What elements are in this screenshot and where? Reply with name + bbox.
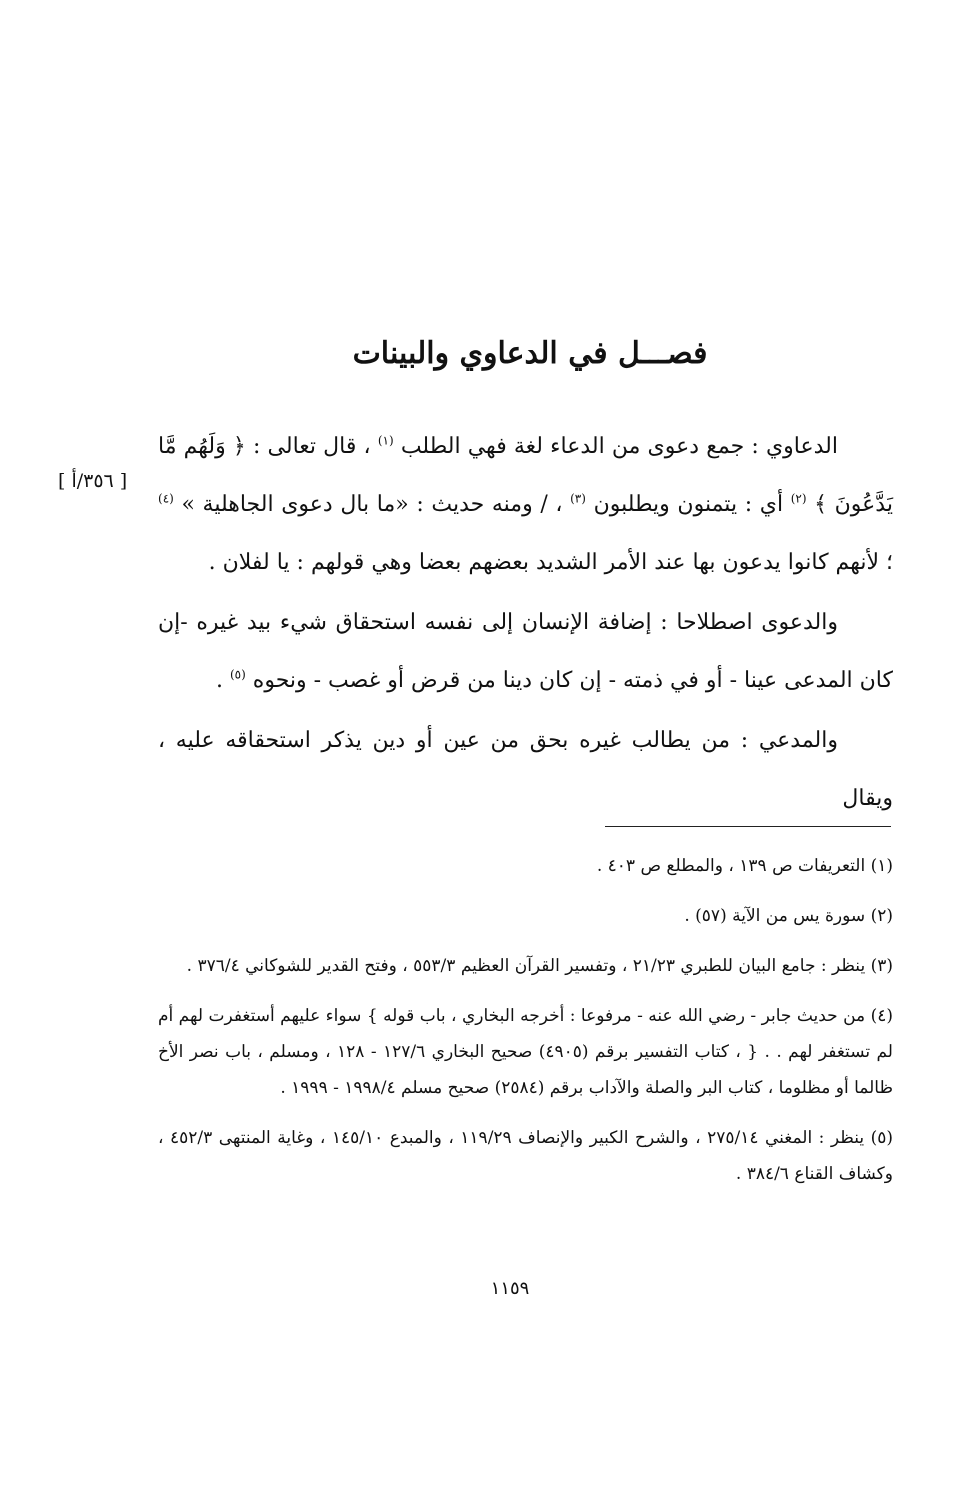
paragraph-text: ، قال تعالى : ﴿ وَلَهُم مَّا يَدَّعُونَ ﴾ [158, 434, 893, 517]
paragraph-text: والمدعي : من يطالب غيره بحق من عين أو دين يذكر استحقاقه عليه ، ويقال [158, 728, 893, 811]
footnote-marker-4: (٤) [158, 491, 174, 506]
footnote-marker-5: (٥) [229, 667, 246, 682]
page-number: ١١٥٩ [490, 1278, 530, 1299]
paragraph-text: الدعاوي : جمع دعوى من الدعاء لغة فهي الطلب [400, 434, 838, 459]
footnote-5: (٥) ينظر : المغني ٢٧٥/١٤ ، والشرح الكبير والإنصاف ١١٩/٢٩ ، والمبدع ١٤٥/١٠ ، وغاية المنتهى ٤٥٢/٣ ، وكشاف القناع ٣٨٤/٦ . [158, 1128, 893, 1184]
footnote-3: (٣) ينظر : جامع البيان للطبري ٢١/٢٣ ، وتفسير القرآن العظيم ٥٥٣/٣ ، وفتح القدير للشوكاني ٣٧٦/٤ . [186, 956, 893, 976]
paragraph-mudda-i [158, 712, 893, 828]
main-text [158, 418, 893, 828]
paragraph-text: ، / ومنه حديث : «ما بال دعوى الجاهلية » [181, 492, 563, 517]
page-title: فصـــل في الدعاوي والبينات [352, 336, 708, 371]
footnote-marker-1: (١) [377, 433, 394, 448]
paragraph-text: ؛ لأنهم كانوا يدعون بها عند الأمر الشديد بعضهم بعضا وهي قولهم : يا لفلان . [208, 550, 893, 575]
paragraph-text: أي : يتمنون ويطلبون [593, 492, 784, 517]
footnote-marker-2: (٢) [790, 491, 807, 506]
manuscript-folio-reference: [ ٣٥٦/أ ] [58, 470, 128, 492]
paragraph-text: والدعوى اصطلاحا : إضافة الإنسان إلى نفسه استحقاق شيء بيد غيره -إن كان المدعى عينا - أو في ذمته - إن كان دينا من قرض أو غصب - ونحوه [158, 610, 893, 693]
footnote-2: (٢) سورة يس من الآية (٥٧) . [684, 906, 893, 926]
paragraph-text: . [215, 668, 223, 693]
footnote-separator [605, 826, 891, 827]
footnote-marker-3: (٣) [570, 491, 586, 506]
paragraph-definition-lugha [158, 418, 893, 592]
footnotes [158, 848, 893, 1206]
footnote-4: (٤) من حديث جابر - رضي الله عنه - مرفوعا : أخرجه البخاري ، باب قوله } سواء عليهم أستغفرت لهم أم لم تستغفر لهم . . { ، كتاب التفسير برقم (٤٩٠٥) صحيح البخاري ١٢٧/٦ - ١٢٨ ، ومسلم ، باب نصر الأخ ظالما أو مظلوما ، كتاب البر والصلة والآداب برقم (٢٥٨٤) صحيح مسلم ١٩٩٨/٤ - ١٩٩٩ . [158, 1006, 893, 1098]
paragraph-definition-istilah [158, 594, 893, 710]
footnote-1: (١) التعريفات ص ١٣٩ ، والمطلع ص ٤٠٣ . [596, 856, 893, 876]
